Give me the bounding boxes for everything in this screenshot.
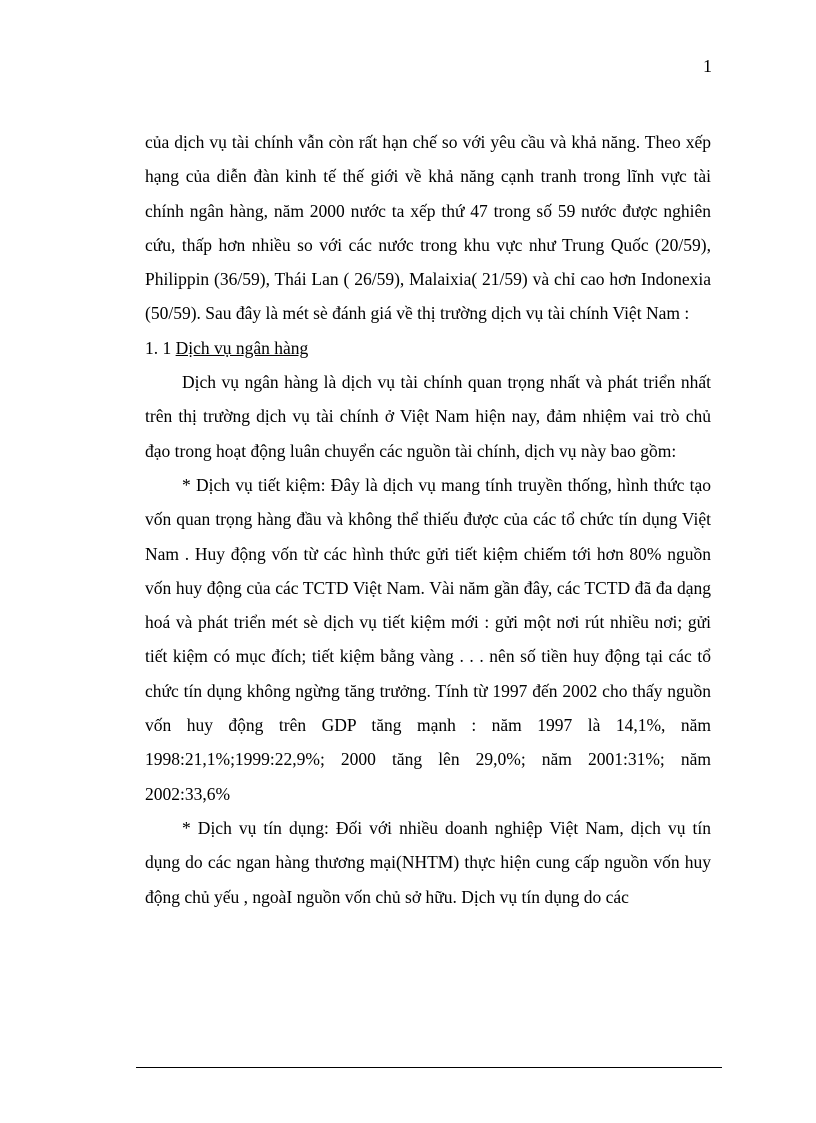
section-heading — [145, 331, 711, 365]
paragraph-credit-service: * Dịch vụ tín dụng: Đối với nhiều doanh nghiệp Việt Nam, dịch vụ tín dụng do các ngan hàng thương mại(NHTM) thực hiện cung cấp nguồn vốn huy động chủ yếu , ngoàI nguồn vốn chủ sở hữu. Dịch vụ tín dụng do các — [145, 817, 711, 907]
paragraph-intro: của dịch vụ tài chính vẫn còn rất hạn chế so với yêu cầu và khả năng. Theo xếp hạng của diễn đàn kinh tế thế giới về khả năng cạnh tranh trong lĩnh vực tài chính ngân hàng, năm 2000 nước ta xếp thứ 47 trong số 59 nước được nghiên cứu, thấp hơn nhiều so với các nước trong khu vực như Trung Quốc (20/59), Philippin (36/59), Thái Lan ( 26/59), Malaixia( 21/59) và chỉ cao hơn Indonexia (50/59). Sau đây là mét sè đánh giá về thị trường dịch vụ tài chính Việt Nam : — [145, 132, 711, 324]
paragraph-savings-service: * Dịch vụ tiết kiệm: Đây là dịch vụ mang tính truyền thống, hình thức tạo vốn quan trọng hàng đầu và không thể thiếu được của các tổ chức tín dụng Việt Nam . Huy động vốn từ các hình thức gửi tiết kiệm chiếm tới hơn 80% nguồn vốn huy động của các TCTD Việt Nam. Vài năm gần đây, các TCTD đã đa dạng hoá và phát triển mét sè dịch vụ tiết kiệm mới : gửi một nơi rút nhiều nơi; gửi tiết kiệm có mục đích; tiết kiệm bằng vàng . . . nên số tiền huy động tại các tổ chức tín dụng không ngừng tăng trưởng. Tính từ 1997 đến 2002 cho thấy nguồn vốn huy động trên GDP tăng mạnh : năm 1997 là 14,1%, năm 1998:21,1%;1999:22,9%; 2000 tăng lên 29,0%; năm 2001:31%; năm 2002:33,6% — [145, 474, 711, 804]
section-title: Dịch vụ ngân hàng — [175, 337, 309, 358]
paragraph-banking-services: Dịch vụ ngân hàng là dịch vụ tài chính quan trọng nhất và phát triển nhất trên thị trường dịch vụ tài chính ở Việt Nam hiện nay, đảm nhiệm vai trò chủ đạo trong hoạt động luân chuyển các nguồn tài chính, dịch vụ này bao gồm: — [145, 372, 711, 461]
document-body — [145, 125, 711, 914]
footer-divider — [136, 1067, 722, 1068]
section-number: 1. 1 — [145, 337, 176, 358]
page-number: 1 — [703, 56, 712, 76]
